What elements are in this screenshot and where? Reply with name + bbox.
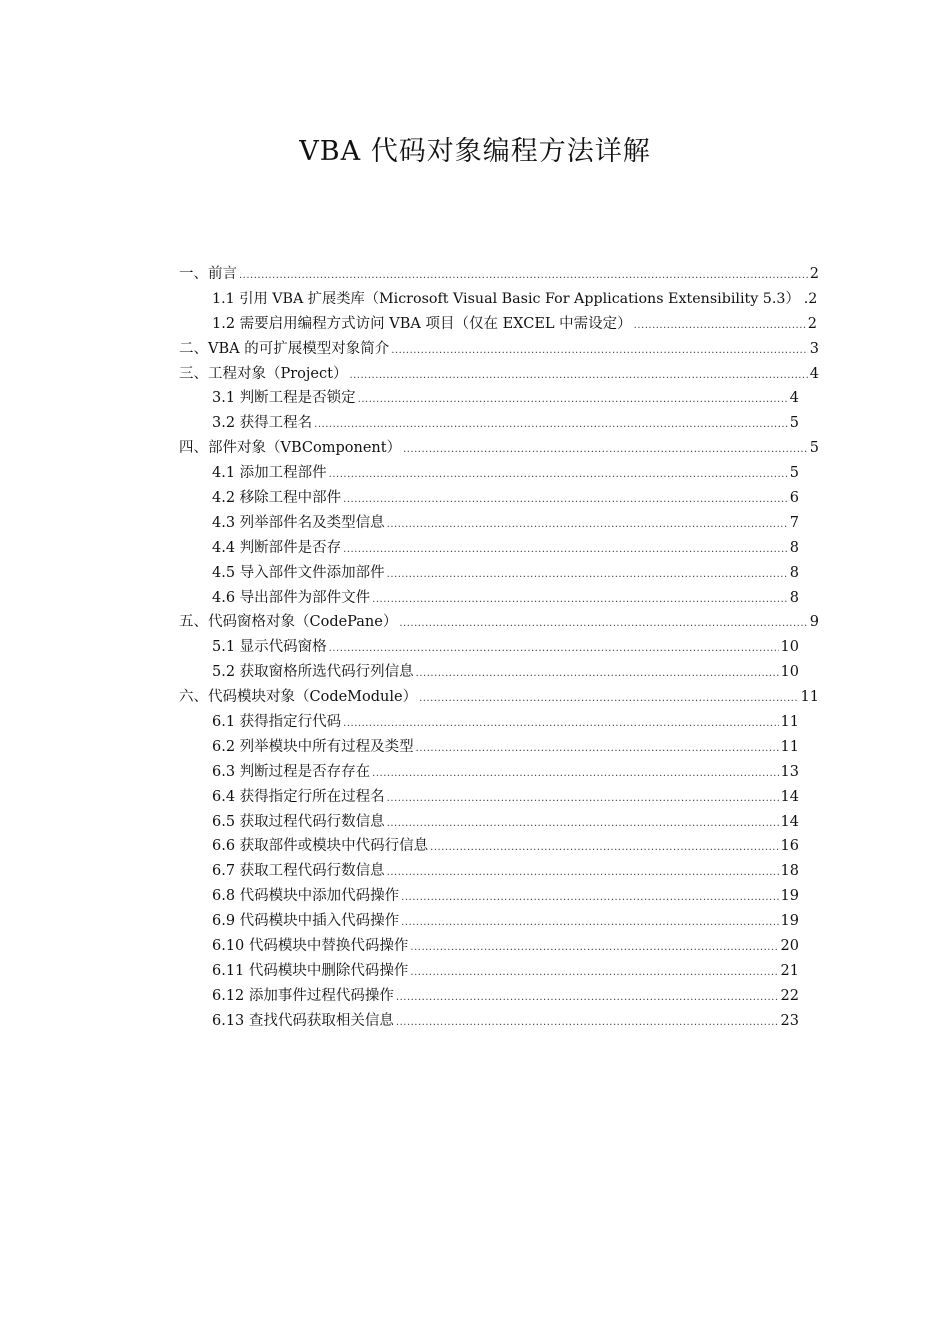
toc-entry[interactable] <box>179 386 819 411</box>
toc-dot-leader <box>387 513 788 538</box>
toc-entry[interactable] <box>179 810 819 835</box>
toc-dot-leader <box>396 1011 779 1036</box>
toc-entry[interactable] <box>179 710 819 735</box>
toc-entry-page-number: 18 <box>780 863 799 880</box>
toc-entry[interactable] <box>179 436 819 461</box>
toc-entry[interactable] <box>179 312 819 337</box>
toc-entry-label: 6.13 查找代码获取相关信息 <box>212 1012 394 1029</box>
toc-entry-page-number: 11 <box>800 689 819 706</box>
toc-dot-leader <box>396 986 779 1011</box>
toc-dot-leader <box>399 612 807 637</box>
toc-entry-label: 3.1 判断工程是否锁定 <box>212 390 356 407</box>
toc-entry-page-number: 4 <box>809 365 819 382</box>
toc-entry-page-number: 4 <box>789 390 799 407</box>
toc-entry[interactable] <box>179 561 819 586</box>
toc-entry[interactable] <box>179 262 819 287</box>
toc-entry[interactable] <box>179 337 819 362</box>
toc-entry[interactable] <box>179 635 819 660</box>
toc-entry-page-number: 2 <box>807 315 817 332</box>
toc-entry-page-number: 21 <box>780 962 799 979</box>
toc-entry[interactable] <box>179 959 819 984</box>
toc-entry-page-number: 23 <box>780 1012 799 1029</box>
toc-entry-label: 4.6 导出部件为部件文件 <box>212 589 371 606</box>
toc-dot-leader <box>329 463 788 488</box>
toc-entry-page-number: 8 <box>789 539 799 556</box>
toc-dot-leader <box>343 488 788 513</box>
toc-entry-label: 6.4 获得指定行所在过程名 <box>212 788 385 805</box>
toc-entry-label: 4.3 列举部件名及类型信息 <box>212 514 385 531</box>
toc-entry-label: 6.1 获得指定行代码 <box>212 714 342 731</box>
toc-dot-leader <box>349 364 807 389</box>
toc-dot-leader <box>419 687 798 712</box>
toc-entry-label: 三、工程对象（Project） <box>179 365 348 382</box>
toc-entry-page-number: 14 <box>780 813 799 830</box>
toc-entry[interactable] <box>179 859 819 884</box>
toc-entry-label: 1.2 需要启用编程方式访问 VBA 项目（仅在 EXCEL 中需设定） <box>212 315 632 332</box>
toc-dot-leader <box>430 836 778 861</box>
toc-entry-label: 5.2 获取窗格所选代码行列信息 <box>212 664 414 681</box>
toc-entry-label: 6.9 代码模块中插入代码操作 <box>212 913 400 930</box>
toc-entry[interactable] <box>179 511 819 536</box>
toc-entry-label: 1.1 引用 VBA 扩展类库（Microsoft Visual Basic For Applications Extensibility 5.3） <box>212 290 800 307</box>
toc-entry-label: 6.12 添加事件过程代码操作 <box>212 987 394 1004</box>
toc-dot-leader <box>401 886 778 911</box>
toc-entry-label: 4.5 导入部件文件添加部件 <box>212 564 385 581</box>
toc-dot-leader <box>387 563 788 588</box>
toc-entry-page-number: 9 <box>809 614 819 631</box>
toc-entry-page-number: 20 <box>780 938 799 955</box>
toc-entry[interactable] <box>179 486 819 511</box>
toc-dot-leader <box>343 712 778 737</box>
toc-entry-page-number: 22 <box>780 987 799 1004</box>
toc-entry-page-number: 10 <box>780 664 799 681</box>
toc-dot-leader <box>239 264 808 289</box>
toc-entry[interactable] <box>179 536 819 561</box>
toc-entry[interactable] <box>179 934 819 959</box>
toc-dot-leader <box>391 339 808 364</box>
toc-entry-label: 3.2 获得工程名 <box>212 415 313 432</box>
toc-entry-label: 一、前言 <box>179 266 237 282</box>
toc-dot-leader <box>343 538 788 563</box>
toc-dot-leader <box>387 861 779 886</box>
toc-dot-leader <box>401 911 778 936</box>
toc-entry[interactable] <box>179 735 819 760</box>
toc-dot-leader <box>416 737 779 762</box>
toc-entry-label: 6.11 代码模块中删除代码操作 <box>212 962 409 979</box>
toc-dot-leader <box>387 787 779 812</box>
toc-entry-page-number: 5 <box>789 415 799 432</box>
toc-entry-label: 四、部件对象（VBComponent） <box>179 440 402 457</box>
toc-entry[interactable] <box>179 909 819 934</box>
toc-entry-page-number: 5 <box>809 440 819 457</box>
toc-entry-label: 6.10 代码模块中替换代码操作 <box>212 938 409 955</box>
toc-entry-label: 二、VBA 的可扩展模型对象简介 <box>179 340 390 357</box>
toc-dot-leader <box>358 388 788 413</box>
document-title: VBA 代码对象编程方法详解 <box>299 136 651 167</box>
toc-dot-leader <box>634 314 806 339</box>
toc-entry[interactable] <box>179 461 819 486</box>
toc-entry-label: 五、代码窗格对象（CodePane） <box>179 614 398 631</box>
toc-entry-page-number: 19 <box>780 888 799 905</box>
toc-entry-label: 4.1 添加工程部件 <box>212 465 327 482</box>
toc-entry-label: 6.6 获取部件或模块中代码行信息 <box>212 838 429 855</box>
toc-dot-leader <box>416 662 779 687</box>
toc-entry-page-number: 8 <box>789 589 799 606</box>
toc-entry-page-number: 14 <box>780 788 799 805</box>
toc-entry-page-number: 3 <box>809 340 819 357</box>
toc-dot-leader <box>372 762 778 787</box>
toc-entry-label: 6.7 获取工程代码行数信息 <box>212 863 385 880</box>
toc-entry-page-number: 5 <box>789 465 799 482</box>
toc-dot-leader <box>387 812 779 837</box>
toc-entry-page-number: .2 <box>803 290 818 307</box>
toc-dot-leader <box>329 637 779 662</box>
toc-entry-page-number: 2 <box>809 266 819 282</box>
table-of-contents <box>179 262 819 1034</box>
toc-entry[interactable] <box>179 586 819 611</box>
toc-entry-label: 6.8 代码模块中添加代码操作 <box>212 888 400 905</box>
toc-entry[interactable] <box>179 685 819 710</box>
toc-entry[interactable] <box>179 610 819 635</box>
toc-entry[interactable] <box>179 660 819 685</box>
toc-dot-leader <box>314 413 788 438</box>
toc-entry-label: 6.3 判断过程是否存存在 <box>212 763 371 780</box>
toc-entry-label: 4.4 判断部件是否存 <box>212 539 342 556</box>
toc-entry[interactable] <box>179 287 819 312</box>
toc-entry[interactable] <box>179 834 819 859</box>
toc-entry[interactable] <box>179 1009 819 1034</box>
toc-entry-label: 5.1 显示代码窗格 <box>212 639 327 656</box>
toc-entry-page-number: 11 <box>780 714 799 731</box>
toc-dot-leader <box>410 936 778 961</box>
toc-entry[interactable] <box>179 785 819 810</box>
toc-entry[interactable] <box>179 362 819 387</box>
toc-dot-leader <box>403 438 808 463</box>
toc-entry-page-number: 10 <box>780 639 799 656</box>
toc-entry-page-number: 16 <box>780 838 799 855</box>
toc-entry-page-number: 7 <box>789 514 799 531</box>
toc-entry-page-number: 8 <box>789 564 799 581</box>
toc-entry[interactable] <box>179 984 819 1009</box>
toc-entry-label: 4.2 移除工程中部件 <box>212 490 342 507</box>
toc-dot-leader <box>372 588 788 613</box>
toc-entry-label: 六、代码模块对象（CodeModule） <box>179 689 418 706</box>
toc-entry[interactable] <box>179 760 819 785</box>
toc-entry-page-number: 11 <box>780 738 799 755</box>
toc-entry-page-number: 19 <box>780 913 799 930</box>
toc-entry-label: 6.2 列举模块中所有过程及类型 <box>212 738 414 755</box>
toc-entry-page-number: 13 <box>780 763 799 780</box>
toc-entry[interactable] <box>179 884 819 909</box>
toc-entry-label: 6.5 获取过程代码行数信息 <box>212 813 385 830</box>
toc-entry-page-number: 6 <box>789 490 799 507</box>
toc-entry[interactable] <box>179 411 819 436</box>
toc-dot-leader <box>410 961 778 986</box>
